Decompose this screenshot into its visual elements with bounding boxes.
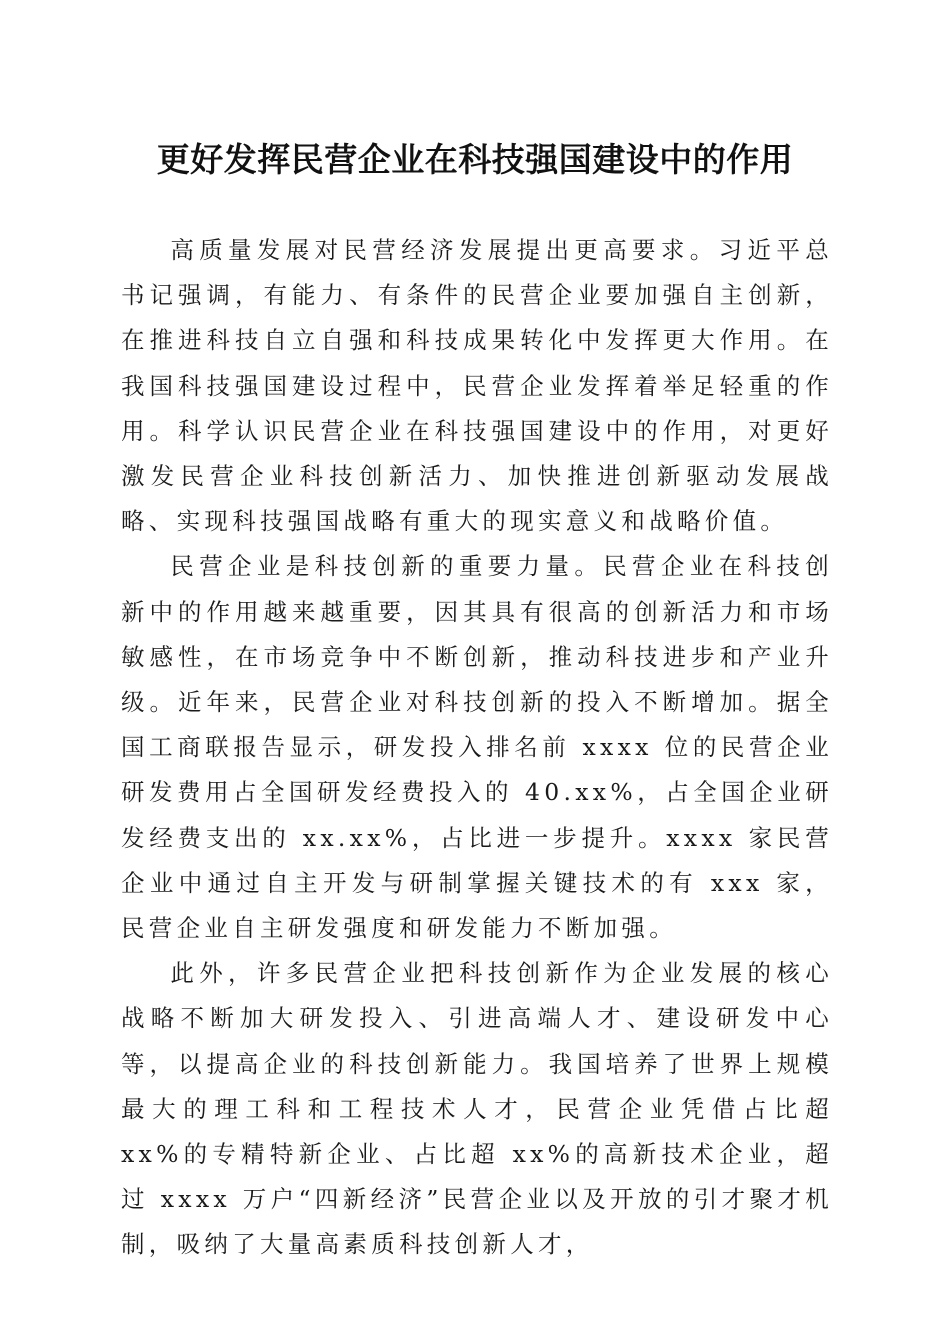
document-title: 更好发挥民营企业在科技强国建设中的作用 (156, 140, 794, 179)
paragraph-3: 此外，许多民营企业把科技创新作为企业发展的核心战略不断加大研发投入、引进高端人才、建设研发中心等，以提高企业的科技创新能力。我国培养了世界上规模最大的理工科和工程技术人才，民营企业凭借占比超 xx%的专精特新企业、占比超 xx%的高新技术企业，超过 xxxx 万户“四新经济”民营企业以及开放的引才聚才机制，吸纳了大量高素质科技创新人才， (121, 959, 833, 1259)
paragraph-1: 高质量发展对民营经济发展提出更高要求。习近平总书记强调，有能力、有条件的民营企业要加强自主创新，在推进科技自立自强和科技成果转化中发挥更大作用。在我国科技强国建设过程中，民营企业发挥着举足轻重的作用。科学认识民营企业在科技强国建设中的作用，对更好激发民营企业科技创新活力、加快推进创新驱动发展战略、实现科技强国战略有重大的现实意义和战略价值。 (121, 236, 833, 536)
paragraph-2: 民营企业是科技创新的重要力量。民营企业在科技创新中的作用越来越重要，因其具有很高的创新活力和市场敏感性，在市场竞争中不断创新，推动科技进步和产业升级。近年来，民营企业对科技创新的投入不断增加。据全国工商联报告显示，研发投入排名前 xxxx 位的民营企业研发费用占全国研发经费投入的 40.xx%，占全国企业研发经费支出的 xx.xx%，占比进一步提升。xxxx 家民营企业中通过自主开发与研制掌握关键技术的有 xxx 家，民营企业自主研发强度和研发能力不断加强。 (121, 552, 833, 943)
document-body (121, 228, 833, 1268)
